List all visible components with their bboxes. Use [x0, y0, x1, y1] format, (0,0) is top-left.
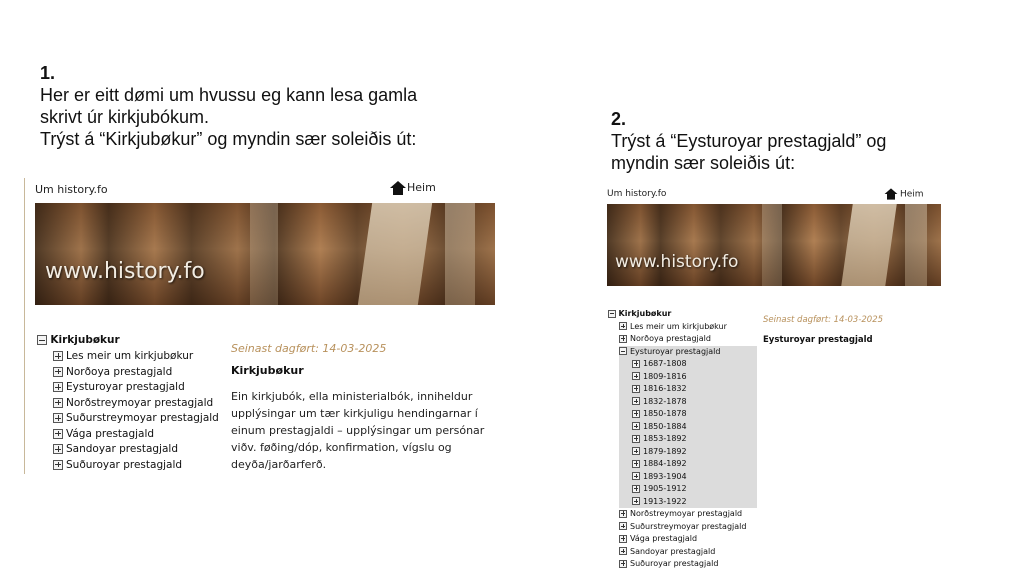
tree-item-label: 1913-1922	[643, 496, 687, 506]
site-topbar	[35, 178, 495, 200]
tree-item[interactable]	[37, 396, 219, 412]
tree-item[interactable]	[37, 458, 219, 474]
tree-item-year[interactable]	[619, 433, 757, 446]
tree-item[interactable]	[608, 521, 757, 534]
expand-icon[interactable]	[632, 372, 640, 380]
tree-item-label: Suðuroyar prestagjald	[630, 559, 719, 568]
tree-item-year[interactable]	[619, 496, 757, 509]
tree-item-label: Sandoyar prestagjald	[66, 443, 178, 455]
tree-root-kirkjubokur[interactable]	[37, 334, 219, 349]
expand-icon[interactable]	[632, 422, 640, 430]
house-icon	[390, 181, 406, 195]
expand-icon[interactable]	[53, 398, 63, 408]
tree-item-label: 1809-1816	[643, 371, 687, 381]
tree-root-kirkjubokur[interactable]	[608, 308, 757, 321]
expand-icon[interactable]	[632, 397, 640, 405]
banner-site-name: www.history.fo	[45, 259, 205, 284]
tree-item-label: 1884-1892	[643, 459, 687, 468]
tree-item-year[interactable]	[619, 471, 757, 484]
tree-item-year[interactable]	[619, 383, 757, 396]
step-2-caption	[611, 108, 971, 174]
content-panel	[763, 314, 943, 346]
tree-item-label: Eysturoyar prestagjald	[630, 346, 721, 356]
expand-icon[interactable]	[632, 385, 640, 393]
about-link[interactable]: Um history.fo	[35, 183, 108, 196]
tree-item-label: Vága prestagjald	[66, 427, 155, 440]
kirkjubokur-tree	[37, 334, 219, 473]
site-banner	[35, 203, 495, 305]
expand-icon[interactable]	[619, 547, 627, 555]
tree-item-label: Suðurstreymoyar prestagjald	[66, 412, 219, 424]
tree-item[interactable]	[608, 321, 757, 334]
expand-icon[interactable]	[53, 413, 63, 423]
content-title: Kirkjubøkur	[231, 364, 304, 377]
tree-item-year[interactable]	[619, 408, 757, 421]
step-2-line: Trýst á “Eysturoyar prestagjald” og	[611, 131, 887, 151]
tree-item-label: Vága prestagjald	[630, 534, 698, 543]
tree-item-label: 1850-1884	[643, 421, 687, 431]
tree-item-label: Sandoyar prestagjald	[630, 546, 716, 556]
tree-item-label: Les meir um kirkjubøkur	[66, 350, 194, 362]
expand-icon[interactable]	[632, 447, 640, 455]
content-body-line: deyða/jarðarferð.	[231, 458, 327, 471]
tree-item[interactable]	[608, 558, 757, 571]
step-1-number: 1.	[40, 63, 56, 83]
step-2-number: 2.	[611, 109, 627, 129]
tree-item-year[interactable]	[619, 483, 757, 496]
tree-item-label: 1905-1912	[643, 484, 687, 493]
banner-site-name: www.history.fo	[615, 252, 739, 272]
tree-item-label: 1879-1892	[643, 446, 687, 456]
content-panel	[231, 340, 501, 473]
tree-item-year[interactable]	[619, 396, 757, 409]
expand-icon[interactable]	[619, 510, 627, 518]
home-link[interactable]	[390, 181, 436, 195]
expand-icon[interactable]	[632, 460, 640, 468]
expand-icon[interactable]	[632, 472, 640, 480]
tree-item[interactable]	[608, 508, 757, 521]
tree-item-expanded[interactable]	[619, 346, 757, 359]
step-1-caption	[40, 62, 480, 150]
screenshot-2	[603, 184, 948, 570]
tree-item[interactable]	[37, 380, 219, 396]
expanded-group	[619, 346, 757, 509]
expand-icon[interactable]	[53, 444, 63, 454]
tree-item-label: 1850-1878	[643, 409, 687, 418]
tree-item-label: Norðstreymoyar prestagjald	[66, 396, 214, 409]
collapse-icon[interactable]	[608, 310, 616, 318]
tree-item-label: Norðstreymoyar prestagjald	[630, 509, 743, 518]
last-updated-date: Seinast dagført: 14-03-2025	[231, 342, 387, 355]
tree-item-label: Eysturoyar prestagjald	[66, 381, 185, 393]
expand-icon[interactable]	[53, 429, 63, 439]
site-topbar	[607, 184, 941, 206]
tree-item-label: 1853-1892	[643, 434, 687, 443]
step-1-line: Her er eitt dømi um hvussu eg kann lesa gamla	[40, 85, 418, 105]
screenshot-1	[24, 178, 505, 474]
expand-icon[interactable]	[53, 460, 63, 470]
expand-icon[interactable]	[632, 360, 640, 368]
step-1-line: skrivt úr kirkjubókum.	[40, 107, 210, 127]
expand-icon[interactable]	[619, 522, 627, 530]
tree-item-label: 1816-1832	[643, 384, 687, 393]
tree-item[interactable]	[608, 333, 757, 346]
expand-icon[interactable]	[632, 410, 640, 418]
house-icon	[885, 188, 898, 199]
tree-item[interactable]	[37, 365, 219, 381]
tree-item-label: 1893-1904	[643, 471, 687, 481]
home-link[interactable]	[883, 187, 924, 201]
tree-item-label: Suðuroyar prestagjald	[66, 458, 183, 471]
expand-icon[interactable]	[53, 351, 63, 361]
home-link-label: Heim	[407, 181, 436, 194]
tree-item-label: Les meir um kirkjubøkur	[630, 321, 727, 331]
content-title: Eysturoyar prestagjald	[763, 335, 873, 345]
tree-item[interactable]	[37, 427, 219, 443]
content-body-line: viðv. føðing/dóp, konfirmation, vígslu og	[231, 441, 452, 454]
tree-item-label: Suðurstreymoyar prestagjald	[630, 521, 747, 531]
kirkjubokur-tree	[608, 308, 757, 571]
tree-item-year[interactable]	[619, 458, 757, 471]
last-updated-date: Seinast dagført: 14-03-2025	[763, 315, 884, 325]
tree-item-label: Norðoya prestagjald	[66, 365, 173, 378]
tree-item[interactable]	[37, 442, 219, 458]
expand-icon[interactable]	[632, 435, 640, 443]
collapse-icon[interactable]	[37, 335, 47, 345]
tree-item[interactable]	[608, 546, 757, 559]
home-link-label: Heim	[900, 189, 924, 200]
collapse-icon[interactable]	[619, 347, 627, 355]
expand-icon[interactable]	[619, 335, 627, 343]
site-banner	[607, 204, 941, 286]
tree-item-label: Norðoya prestagjald	[630, 334, 711, 343]
content-body-line: upplýsingar um tær kirkjuligu hendingarnar í	[231, 407, 478, 420]
expand-icon[interactable]	[619, 322, 627, 330]
expand-icon[interactable]	[619, 560, 627, 568]
expand-icon[interactable]	[619, 535, 627, 543]
expand-icon[interactable]	[53, 367, 63, 377]
expand-icon[interactable]	[632, 485, 640, 493]
tree-item-year[interactable]	[619, 446, 757, 459]
content-body-line: einum prestagjaldi – upplýsingar um persónar	[231, 424, 485, 437]
tree-root-label: Kirkjubøkur	[618, 309, 672, 318]
about-link[interactable]: Um history.fo	[607, 189, 667, 199]
tree-item[interactable]	[608, 533, 757, 546]
expand-icon[interactable]	[53, 382, 63, 392]
tree-item-year[interactable]	[619, 421, 757, 434]
tree-item-label: 1687-1808	[643, 359, 687, 368]
content-body-line: Ein kirkjubók, ella ministerialbók, inniheldur	[231, 390, 473, 403]
tree-item-year[interactable]	[619, 358, 757, 371]
step-2-line: myndin sær soleiðis út:	[611, 153, 796, 173]
expand-icon[interactable]	[632, 497, 640, 505]
tree-item-year[interactable]	[619, 371, 757, 384]
tree-item[interactable]	[37, 411, 219, 427]
tree-item-label: 1832-1878	[643, 396, 687, 406]
step-1-line: Trýst á “Kirkjubøkur” og myndin sær soleiðis út:	[40, 129, 417, 149]
tree-item[interactable]	[37, 349, 219, 365]
tree-root-label: Kirkjubøkur	[50, 334, 120, 346]
